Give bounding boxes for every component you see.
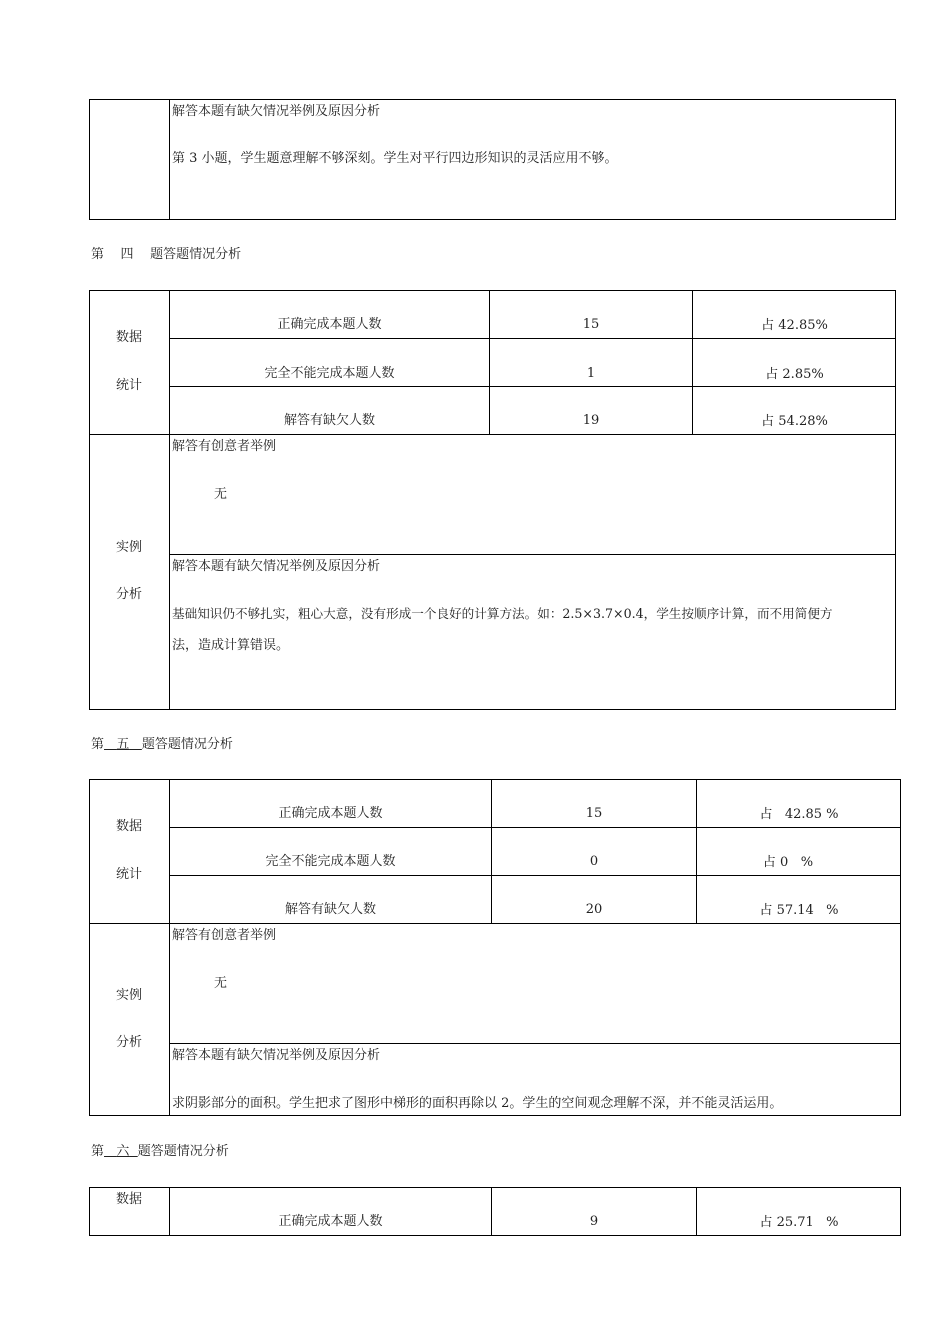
section5-stats-row-divider [169,875,901,876]
section4-stats-row-divider [169,338,896,339]
section5-row2-count: 0 [589,854,599,869]
section5-example-label-2: 分析 [115,1035,142,1050]
section5-row1-count: 15 [585,806,603,821]
section6-stats-label-1: 数据 [115,1192,142,1207]
section5-example-box [89,923,901,1116]
section5-heading-pre: 第 [91,737,105,752]
section4-heading-num: 四 [120,247,134,262]
section5-stats-label-2: 统计 [115,867,142,882]
section6-row1-count: 9 [589,1214,599,1229]
section5-heading-num: 五 [116,737,130,752]
section5-stats-label-1: 数据 [115,819,142,834]
section4-heading-pre: 第 [91,247,105,262]
section4-row3-percent: 占 54.28% [761,414,828,429]
section4-heading [91,247,241,263]
section6-row1-label: 正确完成本题人数 [278,1214,383,1229]
section5-heading-post: 题答题情况分析 [141,737,233,752]
section4-example-label-1: 实例 [115,540,142,555]
section4-row1-percent: 占 42.85% [761,318,828,333]
section4-row2-percent: 占 2.85% [765,367,824,382]
section3-defect-title: 解答本题有缺欠情况举例及原因分析 [172,104,381,119]
section4-row1-count: 15 [582,317,600,332]
section5-heading [91,737,233,753]
section5-example-label-divider [169,923,170,1116]
section6-heading-pre: 第 [91,1144,105,1159]
section5-creative-title: 解答有创意者举例 [172,928,277,943]
section5-row1-label: 正确完成本题人数 [278,806,383,821]
section4-creative-text: 无 [214,487,228,502]
section3-label-divider [169,99,170,220]
section4-defect-title: 解答本题有缺欠情况举例及原因分析 [172,559,381,574]
section5-heading-num-underline [104,737,142,752]
section5-row3-count: 20 [585,902,603,917]
section6-row1-percent: 占 25.71 % [759,1215,839,1230]
section4-stats-label-1: 数据 [115,330,142,345]
section4-defect-line2: 法，造成计算错误。 [172,638,290,653]
section6-heading-num: 六 [116,1144,130,1159]
section4-defect-line1: 基础知识仍不够扎实，粗心大意，没有形成一个良好的计算方法。如：2.5×3.7×0.4，学生按顺序计算，而不用简便方 [172,606,833,621]
section4-row2-label: 完全不能完成本题人数 [264,366,395,381]
section5-row3-percent: 占 57.14 % [759,903,839,918]
section5-row2-percent: 占 0 % [762,855,814,870]
section4-row2-count: 1 [586,366,596,381]
section4-row3-count: 19 [582,413,600,428]
section5-example-label-1: 实例 [115,988,142,1003]
section4-example-divider [169,554,896,555]
section5-defect-title: 解答本题有缺欠情况举例及原因分析 [172,1048,381,1063]
section5-example-divider [169,1043,901,1044]
section5-defect-text: 求阴影部分的面积。学生把求了图形中梯形的面积再除以 2。学生的空间观念理解不深，并不能灵活运用。 [172,1096,783,1111]
section6-heading [91,1144,229,1160]
section3-defect-text: 第 3 小题，学生题意理解不够深刻。学生对平行四边形知识的灵活应用不够。 [172,151,618,166]
section6-heading-num-underline [104,1144,138,1159]
section5-row1-percent: 占 42.85 % [759,807,839,822]
section4-row1-label: 正确完成本题人数 [277,317,382,332]
section4-example-label-2: 分析 [115,587,142,602]
section5-row2-label: 完全不能完成本题人数 [265,854,396,869]
section4-creative-title: 解答有创意者举例 [172,439,277,454]
section4-heading-post: 题答题情况分析 [150,247,242,262]
section5-row3-label: 解答有缺欠人数 [284,902,376,917]
section4-example-label-divider [169,434,170,710]
section4-row3-label: 解答有缺欠人数 [283,413,375,428]
section5-creative-text: 无 [214,976,228,991]
section4-stats-label-2: 统计 [115,378,142,393]
section5-stats-row-divider [169,827,901,828]
section4-stats-row-divider [169,386,896,387]
section6-heading-post: 题答题情况分析 [137,1144,229,1159]
